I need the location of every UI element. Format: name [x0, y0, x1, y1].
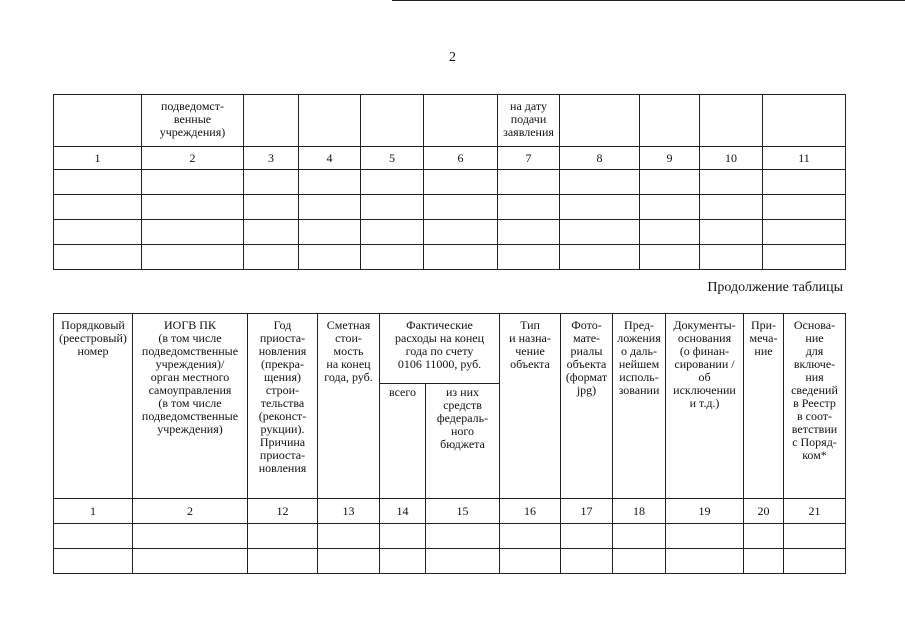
table1-header-cell: подведомст- венные учреждения) [142, 95, 244, 147]
header-basis: Основа- ние для включе- ния сведений в Реестр в соот- ветствии с Поряд- ком* [784, 314, 846, 499]
column-number: 11 [763, 147, 846, 170]
header-documents: Документы- основания (о финан- сировании / об исключении и т.д.) [666, 314, 744, 499]
table-row [54, 549, 846, 574]
column-number: 9 [640, 147, 700, 170]
column-number: 1 [54, 147, 142, 170]
column-number: 19 [666, 499, 744, 524]
table1-header-cell [763, 95, 846, 147]
column-number: 3 [244, 147, 299, 170]
column-number: 7 [498, 147, 560, 170]
column-number: 15 [426, 499, 500, 524]
top-edge-line [392, 0, 905, 1]
header-proposals: Пред- ложения о даль- нейшем исполь- зовании [613, 314, 666, 499]
table-row [54, 220, 846, 245]
header-serial-number: Порядковый (реестровый) номер [54, 314, 133, 499]
column-number: 6 [424, 147, 498, 170]
header-photo-materials: Фото- мате- риалы объекта (формат jpg) [561, 314, 613, 499]
table-row [54, 245, 846, 270]
column-number: 14 [380, 499, 426, 524]
column-number: 2 [133, 499, 248, 524]
header-total: всего [380, 384, 426, 499]
table1-header-cell [424, 95, 498, 147]
table1-header-cell [244, 95, 299, 147]
column-number: 12 [248, 499, 318, 524]
column-number: 10 [700, 147, 763, 170]
table2-header-row [54, 314, 846, 384]
table1-header-cell [700, 95, 763, 147]
table1-number-row [54, 147, 846, 170]
table1-header-cell [361, 95, 424, 147]
table1-header-cell [560, 95, 640, 147]
column-number: 18 [613, 499, 666, 524]
header-federal-funds: из них средств федераль- ного бюджета [426, 384, 500, 499]
table1-header-cell: на дату подачи заявления [498, 95, 560, 147]
column-number: 8 [560, 147, 640, 170]
column-number: 4 [299, 147, 361, 170]
header-object-type: Тип и назна- чение объекта [500, 314, 561, 499]
header-authority: ИОГВ ПК (в том числе подведомственные учреждения)/ орган местного самоуправления (в том числе подведомственные учреждения) [133, 314, 248, 499]
table1-header-row [54, 95, 846, 147]
column-number: 5 [361, 147, 424, 170]
column-number: 2 [142, 147, 244, 170]
column-number: 17 [561, 499, 613, 524]
table-row [54, 195, 846, 220]
header-estimated-cost: Сметная стои- мость на конец года, руб. [318, 314, 380, 499]
column-number: 21 [784, 499, 846, 524]
header-actual-expenses: Фактические расходы на конец года по счету 0106 11000, руб. [380, 314, 500, 384]
column-number: 16 [500, 499, 561, 524]
header-note: При- меча- ние [744, 314, 784, 499]
table1-header-cell [54, 95, 142, 147]
page-number: 2 [449, 50, 456, 65]
table-row [54, 524, 846, 549]
table-row [54, 170, 846, 195]
column-number: 20 [744, 499, 784, 524]
table1-header-cell [640, 95, 700, 147]
table2-number-row [54, 499, 846, 524]
header-suspension-year: Год приоста- новления (прекра- щения) строи- тельства (реконст- рукции). Причина приоста- новления [248, 314, 318, 499]
table-part-1 [53, 94, 846, 270]
column-number: 1 [54, 499, 133, 524]
column-number: 13 [318, 499, 380, 524]
table1-header-cell [299, 95, 361, 147]
table-part-2 [53, 313, 846, 574]
continuation-label: Продолжение таблицы [707, 280, 843, 295]
